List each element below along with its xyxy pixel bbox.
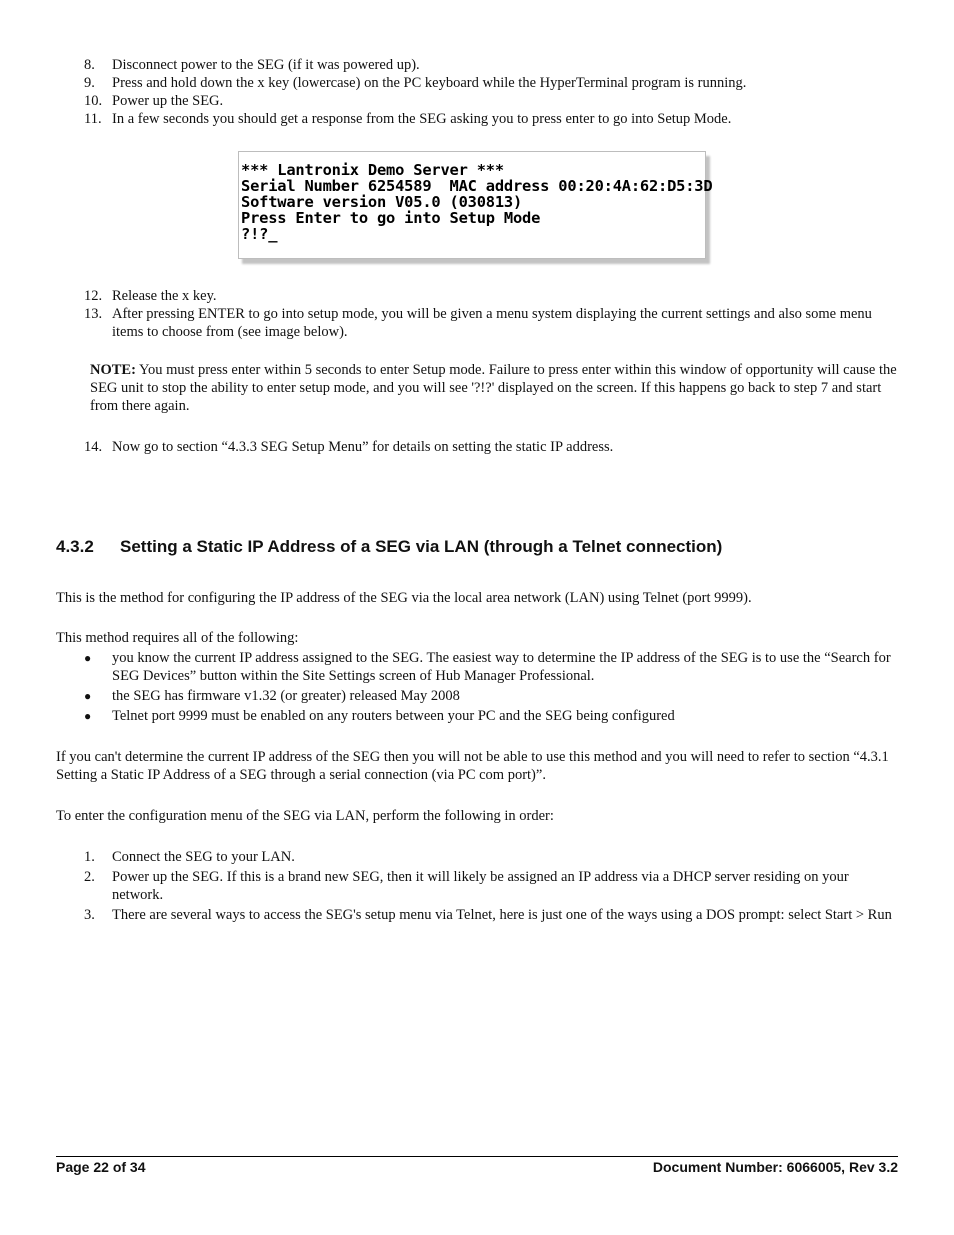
list-item — [84, 707, 896, 725]
terminal-screenshot — [238, 151, 713, 259]
step-text: After pressing ENTER to go into setup mode, you will be given a menu system displaying the current settings and also some menu items to choose from (see image below). — [112, 306, 872, 340]
terminal-line: *** Lantronix Demo Server *** — [241, 161, 504, 179]
step-text: Now go to section “4.3.3 SEG Setup Menu” for details on setting the static IP address. — [112, 439, 614, 455]
bullet-text: the SEG has firmware v1.32 (or greater) released May 2008 — [112, 688, 460, 704]
list-item — [84, 848, 896, 866]
steps-list-b — [84, 287, 896, 341]
bullet-text: Telnet port 9999 must be enabled on any routers between your PC and the SEG being configured — [112, 708, 675, 724]
footer-divider — [56, 1156, 898, 1157]
fallback-paragraph: If you can't determine the current IP address of the SEG then you will not be able to use this method and you will need to refer to section “4.3.1 Setting a Static IP Address of a SEG through a serial connection (via PC com port)”. — [56, 749, 889, 783]
step-number: 1. — [84, 849, 95, 865]
list-item — [84, 74, 896, 92]
step-number: 10. — [84, 93, 103, 109]
list-item — [84, 649, 896, 685]
steps-list-a — [84, 56, 896, 128]
list-item — [84, 687, 896, 705]
step-number: 12. — [84, 288, 103, 304]
note-paragraph — [90, 361, 900, 415]
list-item — [84, 92, 896, 110]
document-number: Document Number: 6066005, Rev 3.2 — [652, 1159, 898, 1175]
step-text: Press and hold down the x key (lowercase) on the PC keyboard while the HyperTerminal program is running. — [112, 75, 747, 91]
terminal-line: ?!?_ — [241, 225, 278, 243]
section-heading — [56, 537, 722, 557]
steps-list-c — [84, 438, 896, 456]
step-text: Connect the SEG to your LAN. — [112, 849, 295, 865]
lan-intro-paragraph: To enter the configuration menu of the SEG via LAN, perform the following in order: — [56, 808, 554, 824]
step-text: Power up the SEG. If this is a brand new SEG, then it will likely be assigned an IP address via a DHCP server residing on your network. — [112, 869, 849, 903]
step-text: In a few seconds you should get a response from the SEG asking you to press enter to go into Setup Mode. — [112, 111, 732, 127]
list-item — [84, 305, 896, 341]
list-item — [84, 868, 896, 904]
bullet-icon: ● — [84, 709, 92, 723]
step-number: 8. — [84, 57, 95, 73]
step-text: Release the x key. — [112, 288, 217, 304]
terminal-line: Software version V05.0 (030813) — [241, 193, 523, 211]
step-number: 2. — [84, 869, 95, 885]
list-item — [84, 287, 896, 305]
bullet-icon: ● — [84, 689, 92, 703]
note-label: NOTE: — [90, 362, 136, 378]
step-text: There are several ways to access the SEG's setup menu via Telnet, here is just one of the ways using a DOS prompt: select Start > Run — [112, 907, 892, 923]
note-text: You must press enter within 5 seconds to enter Setup mode. Failure to press enter within this window of opportunity will cause the SEG unit to stop the ability to enter setup mode, and you will see '?!?' displayed on the screen. If this happens go back to step 7 and start from there again. — [90, 362, 897, 414]
step-number: 3. — [84, 907, 95, 923]
terminal-lines — [239, 162, 712, 242]
step-text: Disconnect power to the SEG (if it was powered up). — [112, 57, 420, 73]
section-title: Setting a Static IP Address of a SEG via LAN (through a Telnet connection) — [120, 537, 723, 556]
list-item — [84, 56, 896, 74]
requirements-list — [84, 649, 896, 727]
step-number: 13. — [84, 306, 103, 322]
terminal-line: Press Enter to go into Setup Mode — [241, 209, 541, 227]
step-text: Power up the SEG. — [112, 93, 224, 109]
step-number: 11. — [84, 111, 102, 127]
page-number: Page 22 of 34 — [56, 1159, 146, 1175]
step-number: 9. — [84, 75, 95, 91]
step-number: 14. — [84, 439, 103, 455]
intro-paragraph: This is the method for configuring the IP address of the SEG via the local area network (LAN) using Telnet (port 9999). — [56, 590, 752, 606]
list-item — [84, 906, 896, 924]
requires-paragraph: This method requires all of the following: — [56, 630, 299, 646]
bullet-icon: ● — [84, 651, 92, 665]
steps-list-lan — [84, 848, 896, 924]
bullet-text: you know the current IP address assigned to the SEG. The easiest way to determine the IP address of the SEG is to use the “Search for SEG Devices” button within the Site Settings screen of Hub Manager Professional. — [112, 650, 891, 684]
list-item — [84, 438, 896, 456]
section-number: 4.3.2 — [56, 537, 94, 556]
list-item — [84, 110, 896, 128]
terminal-line: Serial Number 6254589 MAC address 00:20:4A:62:D5:3D — [241, 177, 713, 195]
